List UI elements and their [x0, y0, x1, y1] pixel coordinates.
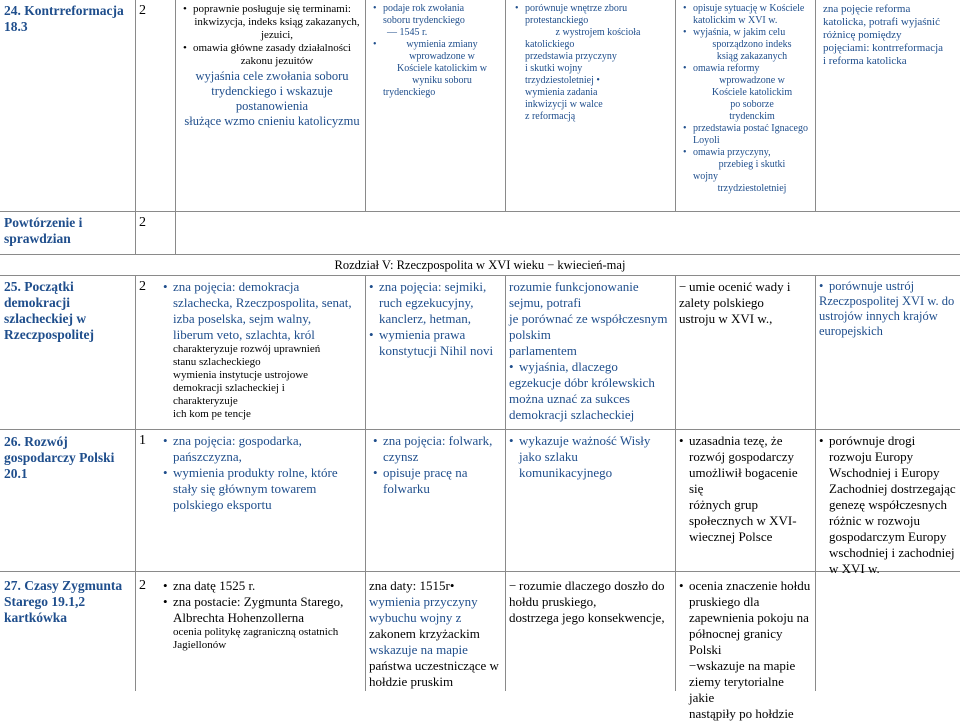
level-excellent-cell	[815, 276, 960, 429]
list-item: trydenckiego i wskazuje	[211, 84, 333, 98]
hours-cell: 2	[139, 215, 146, 230]
list-item: postanowienia	[235, 99, 309, 113]
table-row	[0, 212, 960, 255]
list-item: parlamentem	[509, 343, 577, 358]
level-very-good-cell	[675, 572, 815, 721]
list-item: rozwój gospodarczy	[689, 449, 795, 464]
list-item: • uzasadnia tezę, że	[679, 433, 811, 449]
list-item: przebieg i skutki	[718, 159, 786, 170]
list-item: • zna postacie: Zygmunta Starego,	[163, 594, 361, 610]
list-item: polskim	[509, 327, 551, 342]
level-excellent-cell	[815, 572, 960, 691]
chapter-heading: Rozdział V: Rzeczpospolita w XVI wieku − kwiecień-maj	[334, 258, 626, 272]
list-item: • porównuje drogi	[819, 433, 956, 449]
list-item: państwa uczestniczące w	[369, 658, 499, 673]
list-item: polskiego eksportu	[173, 497, 272, 512]
list-item: inkwizycji w walce	[525, 99, 603, 110]
list-item: pańszczyzna,	[173, 449, 242, 464]
list-item: • poprawnie posługuje się terminami:	[183, 3, 361, 16]
hours-cell: 2	[139, 578, 146, 593]
topic-cell: 26. Rozwój gospodarczy Polski 20.1	[4, 434, 115, 481]
list-item: inkwizycja, indeks ksiąg zakazanych,	[194, 16, 360, 28]
list-item: Jagiellonów	[173, 639, 227, 651]
level-good-cell	[505, 276, 675, 429]
list-item: z wystrojem kościoła	[555, 27, 641, 38]
list-item: sejmu, potrafi	[509, 295, 582, 310]
list-item: wymienia zadania	[525, 87, 598, 98]
level-basic-cell	[155, 572, 365, 691]
list-item: charakteryzuje	[173, 395, 238, 407]
list-item: ich kom pe tencje	[173, 408, 251, 420]
list-item: jezuici,	[260, 29, 294, 41]
topic-cell: Powtórzenie i sprawdzian	[4, 215, 83, 246]
list-item: — 1545 r.	[387, 27, 428, 38]
list-item: • opisuje sytuację w Kościele	[683, 3, 811, 15]
list-item: umożliwił bogacenie się	[689, 465, 798, 496]
list-item: wymienia przyczyny	[369, 594, 478, 609]
list-item: • zna pojęcia: demokracja	[163, 279, 361, 295]
list-item: zna daty: 1515r•	[369, 578, 455, 593]
list-item: egzekucje dóbr królewskich	[509, 375, 655, 390]
list-item: rozumie funkcjonowanie	[509, 279, 639, 294]
list-item: • podaje rok zwołania soboru trydenckiego	[373, 3, 501, 27]
list-item: konstytucji Nihil novi	[379, 343, 494, 358]
list-item: • ocenia znaczenie hołdu	[679, 578, 811, 594]
topic-cell: 25. Początki demokracji szlacheckiej w Rzeczpospolitej	[4, 279, 94, 342]
list-item: ocenia politykę zagraniczną ostatnich	[173, 626, 339, 638]
list-item: Kościele katolickim	[711, 87, 793, 98]
list-item: i reforma katolicka	[823, 55, 907, 67]
list-item: w XVI w.	[829, 561, 880, 576]
level-intermediate-cell	[365, 572, 505, 691]
level-basic-cell	[155, 276, 365, 429]
level-very-good-cell	[675, 430, 815, 571]
level-basic-cell	[175, 0, 365, 211]
table-row	[0, 572, 960, 721]
list-item: pojęciami: kontrreformacja	[823, 42, 944, 54]
list-item: wskazuje na mapie	[369, 642, 468, 657]
list-item: Wschodniej i Europy	[829, 465, 940, 480]
table-row	[0, 430, 960, 576]
list-item: pruskiego dla	[689, 594, 760, 609]
list-item: Albrechta Hohenzollerna	[173, 610, 305, 625]
list-item: jako szlaku komunikacyjnego	[519, 449, 613, 480]
list-item: • omawia przyczyny,	[683, 147, 811, 159]
list-item: • porównuje wnętrze zboru	[515, 3, 671, 15]
list-item: − rozumie dlaczego doszło do	[509, 578, 671, 594]
list-item: dostrzega jego konsekwencje,	[509, 610, 665, 625]
list-item: trzydziestoletniej •	[525, 75, 600, 86]
list-item: • zna pojęcia: sejmiki,	[369, 279, 501, 295]
list-item: • omawia reformy	[683, 63, 811, 75]
list-item: je porównać ze współczesnym	[509, 311, 668, 326]
level-excellent-cell	[815, 0, 960, 211]
hours-cell: 2	[139, 3, 146, 18]
list-item: przedstawia przyczyny	[525, 51, 617, 62]
list-item: nastąpiły po hołdzie	[689, 706, 794, 721]
list-item: • zna pojęcia: folwark,	[373, 433, 501, 449]
list-item: genezę współczesnych	[829, 497, 948, 512]
table-row	[0, 275, 960, 430]
list-item: europejskich	[819, 324, 883, 338]
list-item: katolickiego	[525, 39, 575, 50]
list-item: trydenckim	[729, 111, 775, 122]
level-very-good-cell	[675, 276, 815, 429]
level-intermediate-cell	[365, 430, 505, 571]
list-item: ziemy terytorialne jakie	[689, 674, 784, 705]
list-item: wojny	[693, 171, 718, 182]
level-good-cell	[505, 572, 675, 691]
list-item: zakonem krzyżackim	[369, 626, 480, 641]
list-item: • omawia główne zasady działalności	[183, 42, 361, 55]
level-excellent-cell	[815, 430, 960, 576]
hours-cell: 2	[139, 279, 146, 294]
list-item: zna pojęcie reforma	[823, 3, 911, 15]
list-item: trydenckiego	[383, 87, 436, 98]
level-good-cell	[505, 0, 675, 211]
list-item: różnic w rozwoju	[829, 513, 920, 528]
list-item: gospodarczym Europy	[829, 529, 947, 544]
list-item: można uznać za sukces	[509, 391, 630, 406]
list-item: katolicka, potrafi wyjaśnić	[823, 16, 940, 28]
list-item: wybuchu wojny z	[369, 610, 462, 625]
list-item: Loyoli	[693, 135, 720, 146]
list-item: ustroju w XVI w.,	[679, 311, 773, 326]
list-item: różnicę pomiędzy	[823, 29, 902, 41]
list-item: • wykazuje ważność Wisły	[509, 433, 671, 449]
list-item: demokracji szlacheckiej	[509, 407, 635, 422]
list-item: charakteryzuje rozwój uprawnień	[173, 343, 321, 355]
list-item: • wyjaśnia, w jakim celu	[683, 27, 811, 39]
list-item: Zachodniej dostrzegając	[829, 481, 956, 496]
list-item: • porównuje ustrój	[819, 279, 956, 294]
list-item: katolickim w XVI w.	[693, 15, 778, 26]
level-very-good-cell	[675, 0, 815, 211]
list-item: społecznych w XVI-	[689, 513, 797, 528]
list-item: • zna pojęcia: gospodarka,	[163, 433, 361, 449]
level-intermediate-cell	[365, 0, 505, 211]
list-item: stały się głównym towarem	[173, 481, 317, 496]
list-item: różnych grup	[689, 497, 758, 512]
list-item: zapewnienia pokoju na	[689, 610, 809, 625]
level-intermediate-cell	[365, 276, 505, 429]
list-item: czynsz	[383, 449, 419, 464]
list-item: ustrojów innych krajów	[819, 309, 938, 323]
list-item: • wymienia zmiany wprowadzone w Kościele katolickim w wyniku soboru	[373, 39, 501, 87]
list-item: służące wzmo cnieniu katolicyzmu	[184, 114, 360, 128]
list-item: sporządzono indeks	[712, 39, 792, 50]
list-item: • przedstawia postać Ignacego	[683, 123, 811, 135]
level-basic-cell	[155, 430, 365, 571]
level-good-cell	[505, 430, 675, 571]
hours-cell: 1	[139, 433, 146, 448]
list-item: Rzeczpospolitej XVI w. do	[819, 294, 955, 308]
list-item: i skutki wojny	[525, 63, 583, 74]
list-item: północnej granicy Polski	[689, 626, 783, 657]
topic-cell: 27. Czasy Zygmunta Starego 19.1,2 kartkówka	[4, 578, 123, 625]
list-item: ruch egzekucyjny,	[379, 295, 474, 310]
list-item: • wymienia produkty rolne, które	[163, 465, 361, 481]
list-item: − umie ocenić wady i	[679, 279, 811, 295]
list-item: po soborze	[730, 99, 774, 110]
list-item: zalety polskiego	[679, 295, 764, 310]
list-item: hołdu pruskiego,	[509, 594, 597, 609]
list-item: z reformacją	[525, 111, 576, 122]
list-item: kanclerz, hetman,	[379, 311, 472, 326]
table-row	[0, 0, 960, 212]
list-item: protestanckiego	[525, 15, 589, 26]
list-item: wiecznej Polsce	[689, 529, 773, 544]
list-item: wymienia instytucje ustrojowe	[173, 369, 309, 381]
list-item: ksiąg zakazanych	[716, 51, 788, 62]
list-item: −wskazuje na mapie	[689, 658, 796, 673]
list-item: wschodniej i zachodniej	[829, 545, 955, 560]
list-item: szlachecka, Rzeczpospolita, senat,	[173, 295, 352, 310]
topic-cell: 24. Kontrreformacja 18.3	[4, 3, 124, 34]
list-item: hołdzie pruskim	[369, 674, 454, 689]
list-item: • zna datę 1525 r.	[163, 578, 361, 594]
list-item: • wyjaśnia, dlaczego	[509, 359, 671, 375]
list-item: rozwoju Europy	[829, 449, 914, 464]
list-item: • opisuje pracę na	[373, 465, 501, 481]
list-item: wprowadzone w	[719, 75, 785, 86]
list-item: demokracji szlacheckiej i	[173, 382, 285, 394]
list-item: • wymienia prawa	[369, 327, 501, 343]
list-item: izba poselska, sejm walny,	[173, 311, 312, 326]
list-item: wyjaśnia cele zwołania soboru	[195, 69, 349, 83]
list-item: trzydziestoletniej	[717, 183, 787, 194]
list-item: zakonu jezuitów	[240, 55, 314, 67]
list-item: stanu szlacheckiego	[173, 356, 261, 368]
list-item: folwarku	[383, 481, 430, 496]
list-item: liberum veto, szlachta, król	[173, 327, 315, 342]
